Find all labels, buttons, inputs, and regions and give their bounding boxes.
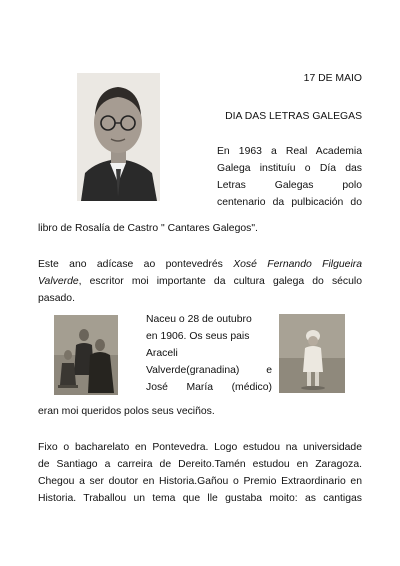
birth-line: Valverde(granadina) e <box>146 365 272 376</box>
intro-line: En 1963 a Real Academia <box>217 146 362 157</box>
dedication-text: Este ano adícase ao pontevedrés <box>38 259 234 270</box>
education-paragraph <box>38 439 362 507</box>
document-title: DIA DAS LETRAS GALEGAS <box>225 111 362 122</box>
birth-line: Araceli <box>146 348 178 359</box>
education-line: Fixo o bacharelato en Pontevedra. Logo estudou na universidade <box>38 442 362 453</box>
intro-line: Galega instituíu o Día das <box>217 163 362 174</box>
birth-line: en 1906. Os seus pais <box>146 331 250 342</box>
birth-paragraph <box>146 311 272 396</box>
author-surname: Valverde <box>38 276 79 287</box>
dedication-paragraph <box>38 256 362 307</box>
intro-line: centenario da pulbicación do <box>217 197 362 208</box>
intro-line: Letras Galegas polo <box>217 180 362 191</box>
education-line: de Santiago a carreira de Dereito.Tamén estudou en Zaragoza. <box>38 459 362 470</box>
dedication-last-line: pasado. <box>38 293 75 304</box>
portrait-photo <box>77 73 160 201</box>
child-image <box>279 314 345 393</box>
birth-last-line: eran moi queridos polos seus veciños. <box>38 406 215 417</box>
portrait-image <box>77 73 160 201</box>
birth-line: José María (médico) <box>146 382 272 393</box>
date-heading: 17 DE MAIO <box>303 73 362 84</box>
family-image <box>54 315 118 395</box>
education-line: Chegou a ser doutor en Historia.Gañou o Premio Extraordinario en <box>38 476 362 487</box>
intro-paragraph <box>217 143 362 211</box>
birth-line: Naceu o 28 de outubro <box>146 314 252 325</box>
author-name: Xosé Fernando Filgueira <box>233 259 362 270</box>
child-photo <box>279 314 345 393</box>
intro-last-line: libro de Rosalía de Castro " Cantares Galegos". <box>38 223 258 234</box>
family-photo <box>54 315 118 395</box>
education-line: Historia. Traballou un tema que lle gustaba moito: as cantigas <box>38 493 362 504</box>
dedication-text-cont: , escritor moi importante da cultura galega do século <box>78 276 362 287</box>
